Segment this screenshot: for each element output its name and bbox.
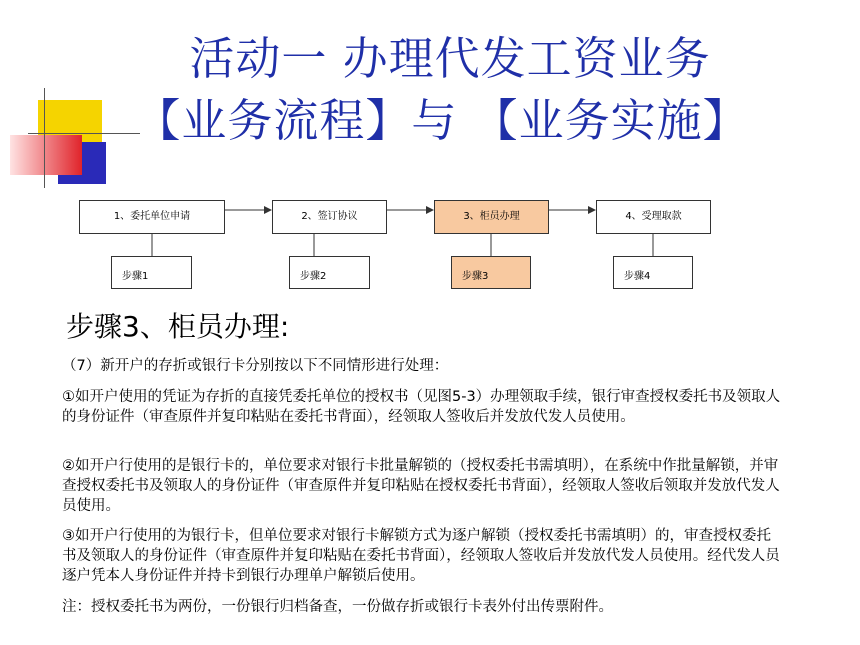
note-text: 注：授权委托书为两份，一份银行归档备查，一份做存折或银行卡表外付出传票附件。	[62, 599, 613, 615]
flow-step-1	[79, 200, 225, 234]
sub-step-1-label: 步骤1	[122, 271, 149, 282]
flow-step-4-label: 4、受理取款	[625, 211, 682, 222]
sub-step-4	[613, 256, 693, 289]
flow-step-3-label: 3、柜员办理	[463, 211, 520, 222]
slide-title-line-1: 活动一 办理代发工资业务	[189, 32, 711, 85]
paragraph-2: ②如开户行使用的是银行卡的，单位要求对银行卡批量解锁的（授权委托书需填明），在系统中作批量解锁，并审查授权委托书及领取人的身份证件（审查原件并复印粘贴在授权委托书背面），经领取人签收后领取并发放代发人员使用。	[62, 458, 780, 514]
sub-step-4-label: 步骤4	[624, 271, 651, 282]
flow-step-3	[434, 200, 549, 234]
flow-step-4	[596, 200, 711, 234]
sub-step-2-label: 步骤2	[300, 271, 327, 282]
flow-step-1-label: 1、委托单位申请	[113, 211, 191, 222]
sub-step-3-label: 步骤3	[462, 271, 489, 282]
intro-text: （7）新开户的存折或银行卡分别按以下不同情形进行处理：	[62, 358, 449, 374]
sub-step-1	[111, 256, 192, 289]
paragraph-1: ①如开户使用的凭证为存折的直接凭委托单位的授权书（见图5-3）办理领取手续，银行审查授权委托书及领取人的身份证件（审查原件并复印粘贴在委托书背面），经领取人签收后并发放代发人员使用。	[62, 389, 781, 425]
paragraph-3: ③如开户行使用的为银行卡，但单位要求对银行卡解锁方式为逐户解锁（授权委托书需填明）的，审查授权委托书及领取人的身份证件（审查原件并复印粘贴在委托书背面），经领取人签收后并发放代发人员使用。经代发人员逐户凭本人身份证件并持卡到银行办理单户解锁后使用。	[62, 528, 780, 584]
flow-step-2	[272, 200, 387, 234]
sub-step-3	[451, 256, 531, 289]
flow-step-2-label: 2、签订协议	[301, 211, 358, 222]
sub-step-2	[289, 256, 370, 289]
slide-title-line-2: 【业务流程】与 【业务实施】	[135, 94, 749, 147]
flow-connectors	[0, 0, 860, 300]
step-heading: 步骤3、柜员办理:	[66, 310, 290, 343]
